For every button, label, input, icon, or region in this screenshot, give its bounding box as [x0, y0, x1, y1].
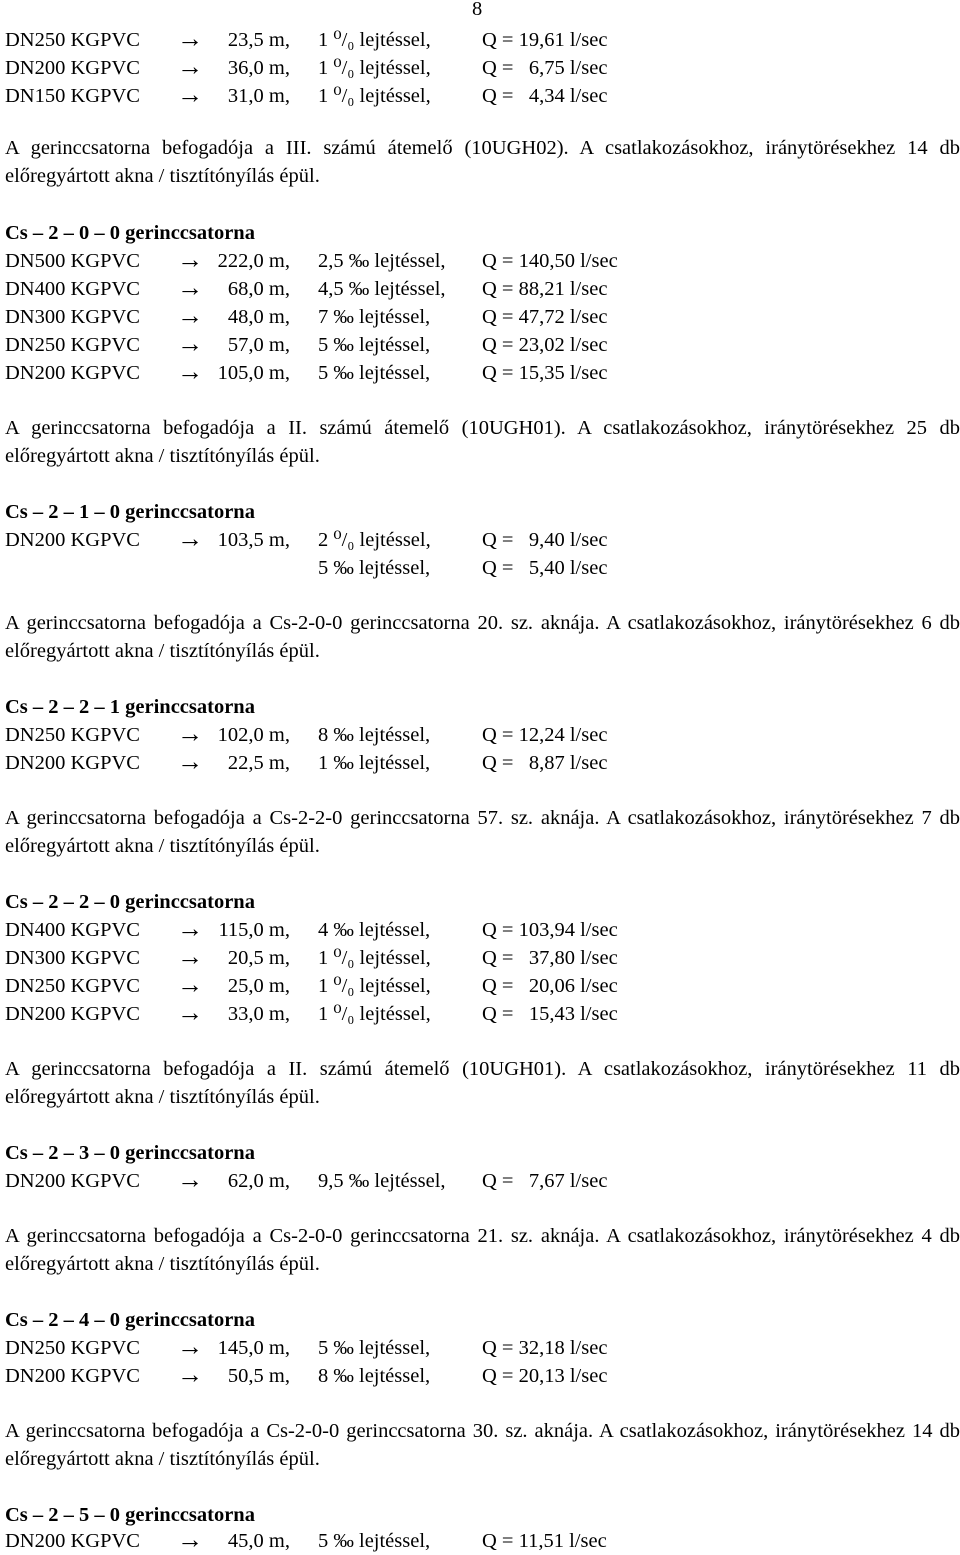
pipe-spec: DN200 KGPVC: [5, 362, 140, 384]
pipe-slope: 5 ‰ lejtéssel,: [318, 1337, 431, 1359]
flow-rate: Q = 47,72 l/sec: [482, 306, 608, 328]
pipe-length: 50,5 m,: [227, 1365, 290, 1387]
pipe-row: [5, 82, 955, 110]
arrow-icon: →: [177, 914, 203, 943]
pipe-spec: DN200 KGPVC: [5, 1530, 140, 1552]
page-number: 8: [472, 0, 483, 20]
arrow-icon: →: [177, 273, 203, 302]
arrow-icon: →: [177, 245, 203, 274]
arrow-icon: →: [177, 52, 203, 81]
pipe-spec: DN200 KGPVC: [5, 57, 140, 79]
pipe-row: [5, 554, 955, 582]
pipe-length: 22,5 m,: [227, 752, 290, 774]
pipe-slope: 1 ⁰/₀ lejtéssel,: [318, 85, 431, 107]
pipe-row: [5, 1167, 955, 1195]
flow-rate: Q = 37,80 l/sec: [482, 947, 618, 969]
pipe-length: 222,0 m,: [217, 250, 290, 272]
arrow-icon: →: [177, 747, 203, 776]
pipe-row: [5, 1362, 955, 1390]
pipe-slope: 8 ‰ lejtéssel,: [318, 724, 431, 746]
pipe-spec: DN250 KGPVC: [5, 1337, 140, 1359]
pipe-slope: 7 ‰ lejtéssel,: [318, 306, 431, 328]
arrow-icon: →: [177, 524, 203, 553]
pipe-slope: 5 ‰ lejtéssel,: [318, 334, 431, 356]
flow-rate: Q = 20,06 l/sec: [482, 975, 618, 997]
pipe-spec: DN500 KGPVC: [5, 250, 140, 272]
section-heading: Cs – 2 – 4 – 0 gerinccsatorna: [5, 1309, 255, 1331]
section-heading: Cs – 2 – 2 – 1 gerinccsatorna: [5, 696, 255, 718]
section-heading: Cs – 2 – 2 – 0 gerinccsatorna: [5, 891, 255, 913]
pipe-row: [5, 749, 955, 777]
flow-rate: Q = 19,61 l/sec: [482, 29, 608, 51]
arrow-icon: →: [177, 80, 203, 109]
pipe-row: [5, 359, 955, 387]
pipe-slope: 2,5 ‰ lejtéssel,: [318, 250, 446, 272]
pipe-length: 57,0 m,: [227, 334, 290, 356]
section-paragraph: A gerinccsatorna befogadója a Cs-2-2-0 gerinccsatorna 57. sz. aknája. A csatlakozásokhoz, iránytörésekhez 7 db előregyártott akna / tisztítónyílás épül.: [5, 807, 960, 857]
pipe-slope: 5 ‰ lejtéssel,: [318, 362, 431, 384]
pipe-slope: 1 ⁰/₀ lejtéssel,: [318, 1003, 431, 1025]
arrow-icon: →: [177, 1525, 203, 1554]
section-paragraph: A gerinccsatorna befogadója a II. számú átemelő (10UGH01). A csatlakozásokhoz, iránytörésekhez 11 db előregyártott akna / tisztítónyílás épül.: [5, 1058, 960, 1108]
pipe-slope: 4 ‰ lejtéssel,: [318, 919, 431, 941]
pipe-length: 23,5 m,: [227, 29, 290, 51]
pipe-slope: 5 ‰ lejtéssel,: [318, 557, 431, 579]
flow-rate: Q = 15,43 l/sec: [482, 1003, 618, 1025]
pipe-row: [5, 972, 955, 1000]
arrow-icon: →: [177, 970, 203, 999]
pipe-spec: DN200 KGPVC: [5, 1003, 140, 1025]
pipe-spec: DN250 KGPVC: [5, 724, 140, 746]
pipe-length: 45,0 m,: [227, 1530, 290, 1552]
pipe-row: [5, 26, 955, 54]
pipe-slope: 1 ‰ lejtéssel,: [318, 752, 431, 774]
pipe-length: 33,0 m,: [227, 1003, 290, 1025]
pipe-slope: 5 ‰ lejtéssel,: [318, 1530, 431, 1552]
pipe-row: [5, 1000, 955, 1028]
pipe-row: [5, 721, 955, 749]
pipe-slope: 1 ⁰/₀ lejtéssel,: [318, 947, 431, 969]
pipe-slope: 9,5 ‰ lejtéssel,: [318, 1170, 446, 1192]
pipe-slope: 8 ‰ lejtéssel,: [318, 1365, 431, 1387]
arrow-icon: →: [177, 942, 203, 971]
arrow-icon: →: [177, 1360, 203, 1389]
flow-rate: Q = 8,87 l/sec: [482, 752, 608, 774]
section-heading: Cs – 2 – 0 – 0 gerinccsatorna: [5, 222, 255, 244]
flow-rate: Q = 5,40 l/sec: [482, 557, 608, 579]
pipe-length: 102,0 m,: [217, 724, 290, 746]
pipe-row: [5, 54, 955, 82]
pipe-slope: 2 ⁰/₀ lejtéssel,: [318, 529, 431, 551]
section-paragraph: A gerinccsatorna befogadója a Cs-2-0-0 gerinccsatorna 21. sz. aknája. A csatlakozásokhoz, iránytörésekhez 4 db előregyártott akna / tisztítónyílás épül.: [5, 1225, 960, 1275]
pipe-spec: DN200 KGPVC: [5, 529, 140, 551]
arrow-icon: →: [177, 329, 203, 358]
flow-rate: Q = 32,18 l/sec: [482, 1337, 608, 1359]
pipe-row: [5, 944, 955, 972]
pipe-spec: DN300 KGPVC: [5, 947, 140, 969]
pipe-length: 31,0 m,: [227, 85, 290, 107]
arrow-icon: →: [177, 357, 203, 386]
flow-rate: Q = 15,35 l/sec: [482, 362, 608, 384]
flow-rate: Q = 12,24 l/sec: [482, 724, 608, 746]
section-heading: Cs – 2 – 1 – 0 gerinccsatorna: [5, 501, 255, 523]
arrow-icon: →: [177, 1332, 203, 1361]
pipe-row: [5, 1334, 955, 1362]
pipe-length: 48,0 m,: [227, 306, 290, 328]
pipe-spec: DN150 KGPVC: [5, 85, 140, 107]
pipe-spec: DN300 KGPVC: [5, 306, 140, 328]
arrow-icon: →: [177, 719, 203, 748]
pipe-spec: DN400 KGPVC: [5, 919, 140, 941]
flow-rate: Q = 103,94 l/sec: [482, 919, 618, 941]
section-paragraph: A gerinccsatorna befogadója a III. számú átemelő (10UGH02). A csatlakozásokhoz, iránytörésekhez 14 db előregyártott akna / tisztítónyílás épül.: [5, 137, 960, 187]
pipe-length: 105,0 m,: [217, 362, 290, 384]
pipe-length: 36,0 m,: [227, 57, 290, 79]
arrow-icon: →: [177, 301, 203, 330]
pipe-length: 115,0 m,: [218, 919, 290, 941]
pipe-row: [5, 247, 955, 275]
pipe-slope: 1 ⁰/₀ lejtéssel,: [318, 29, 431, 51]
pipe-spec: DN200 KGPVC: [5, 1170, 140, 1192]
flow-rate: Q = 4,34 l/sec: [482, 85, 608, 107]
pipe-row: [5, 1527, 955, 1555]
section-heading: Cs – 2 – 5 – 0 gerinccsatorna: [5, 1504, 255, 1526]
pipe-length: 145,0 m,: [217, 1337, 290, 1359]
arrow-icon: →: [177, 24, 203, 53]
pipe-spec: DN200 KGPVC: [5, 752, 140, 774]
pipe-length: 25,0 m,: [227, 975, 290, 997]
flow-rate: Q = 6,75 l/sec: [482, 57, 608, 79]
pipe-length: 68,0 m,: [227, 278, 290, 300]
section-paragraph: A gerinccsatorna befogadója a Cs-2-0-0 gerinccsatorna 20. sz. aknája. A csatlakozásokhoz, iránytörésekhez 6 db előregyártott akna / tisztítónyílás épül.: [5, 612, 960, 662]
arrow-icon: →: [177, 998, 203, 1027]
pipe-spec: DN200 KGPVC: [5, 1365, 140, 1387]
pipe-length: 20,5 m,: [227, 947, 290, 969]
flow-rate: Q = 7,67 l/sec: [482, 1170, 608, 1192]
pipe-length: 103,5 m,: [217, 529, 290, 551]
flow-rate: Q = 23,02 l/sec: [482, 334, 608, 356]
pipe-row: [5, 275, 955, 303]
pipe-spec: DN250 KGPVC: [5, 334, 140, 356]
pipe-spec: DN400 KGPVC: [5, 278, 140, 300]
flow-rate: Q = 11,51 l/sec: [482, 1530, 607, 1552]
pipe-spec: DN250 KGPVC: [5, 975, 140, 997]
pipe-row: [5, 331, 955, 359]
flow-rate: Q = 88,21 l/sec: [482, 278, 608, 300]
pipe-slope: 1 ⁰/₀ lejtéssel,: [318, 57, 431, 79]
pipe-slope: 1 ⁰/₀ lejtéssel,: [318, 975, 431, 997]
section-paragraph: A gerinccsatorna befogadója a Cs-2-0-0 gerinccsatorna 30. sz. aknája. A csatlakozásokhoz, iránytörésekhez 14 db előregyártott akna / tisztítónyílás épül.: [5, 1420, 960, 1470]
flow-rate: Q = 9,40 l/sec: [482, 529, 608, 551]
pipe-row: [5, 303, 955, 331]
section-paragraph: A gerinccsatorna befogadója a II. számú átemelő (10UGH01). A csatlakozásokhoz, iránytörésekhez 25 db előregyártott akna / tisztítónyílás épül.: [5, 417, 960, 467]
flow-rate: Q = 140,50 l/sec: [482, 250, 618, 272]
pipe-length: 62,0 m,: [227, 1170, 290, 1192]
pipe-slope: 4,5 ‰ lejtéssel,: [318, 278, 446, 300]
pipe-row: [5, 526, 955, 554]
arrow-icon: →: [177, 1165, 203, 1194]
flow-rate: Q = 20,13 l/sec: [482, 1365, 608, 1387]
pipe-row: [5, 916, 955, 944]
section-heading: Cs – 2 – 3 – 0 gerinccsatorna: [5, 1142, 255, 1164]
pipe-spec: DN250 KGPVC: [5, 29, 140, 51]
